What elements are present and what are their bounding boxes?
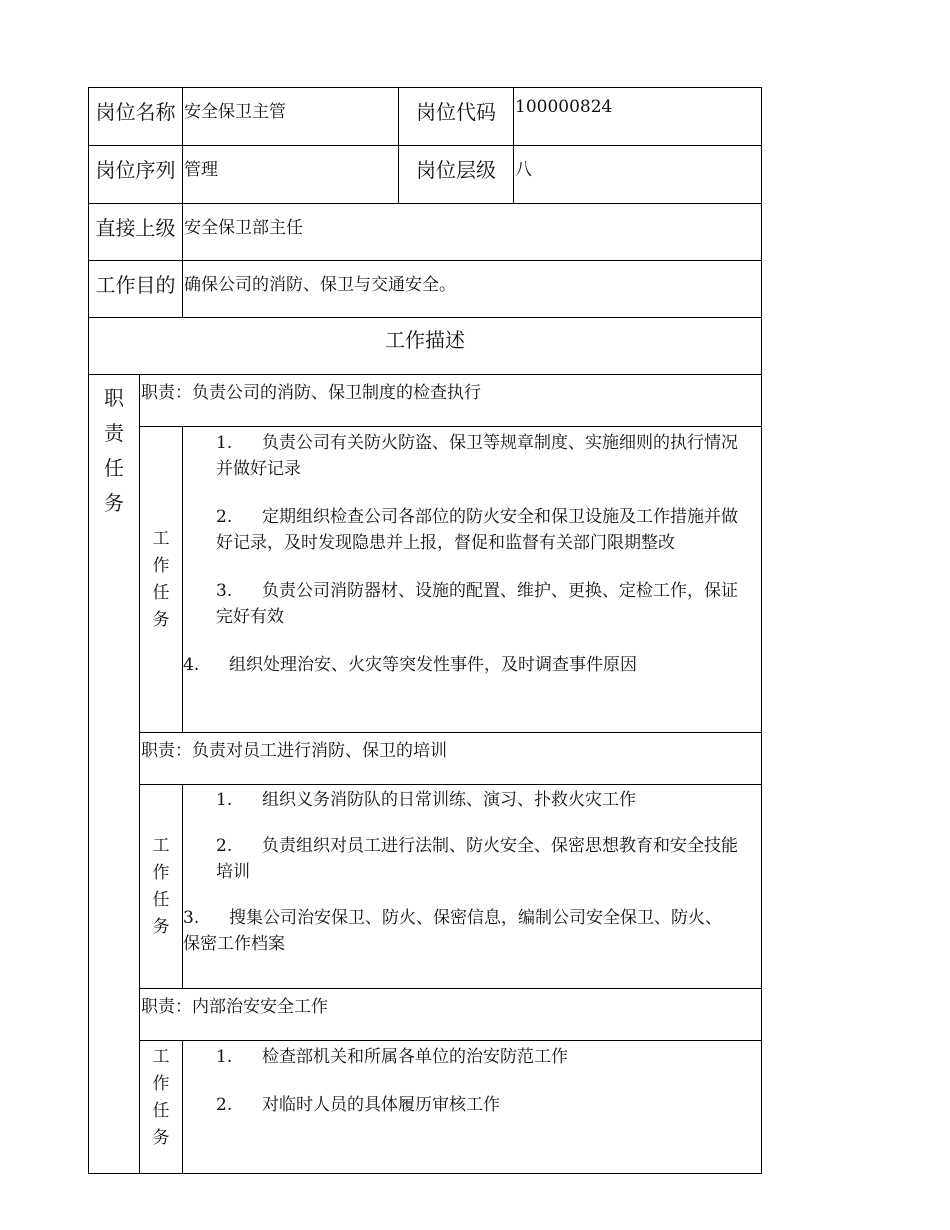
supervisor-value: 安全保卫部主任 <box>183 204 762 261</box>
task-item: 1. 负责公司有关防火防盗、保卫等规章制度、实施细则的执行情况并做好记录 <box>216 433 738 479</box>
task-item: 3. 搜集公司治安保卫、防火、保密信息，编制公司安全保卫、防火、保密工作档案 <box>183 908 722 954</box>
purpose-label: 工作目的 <box>89 261 183 318</box>
level-label: 岗位层级 <box>399 146 514 204</box>
supervisor-label: 直接上级 <box>89 204 183 261</box>
duty-title: 职责：内部治安安全工作 <box>140 989 762 1041</box>
position-code-label: 岗位代码 <box>399 88 514 146</box>
task-list <box>183 427 762 733</box>
sequence-label: 岗位序列 <box>89 146 183 204</box>
description-title: 工作描述 <box>89 318 762 375</box>
level-value: 八 <box>514 146 762 204</box>
duty-title: 职责：负责公司的消防、保卫制度的检查执行 <box>140 375 762 427</box>
task-item: 2. 定期组织检查公司各部位的防火安全和保卫设施及工作措施并做好记录，及时发现隐患并上报，督促和监督有关部门限期整改 <box>216 507 738 553</box>
task-label: 工 作 任 务 <box>140 1041 183 1174</box>
task-item: 1. 检查部机关和所属各单位的治安防范工作 <box>216 1047 568 1067</box>
task-item: 2. 负责组织对员工进行法制、防火安全、保密思想教育和安全技能培训 <box>216 836 738 882</box>
duty-title: 职责：负责对员工进行消防、保卫的培训 <box>140 733 762 785</box>
position-code-value: 100000824 <box>514 88 762 146</box>
purpose-value: 确保公司的消防、保卫与交通安全。 <box>183 261 762 318</box>
task-list <box>183 1041 762 1174</box>
duties-label: 职 责 任 务 <box>89 375 140 1174</box>
sequence-value: 管理 <box>183 146 399 204</box>
task-label: 工 作 任 务 <box>140 427 183 733</box>
task-label: 工 作 任 务 <box>140 785 183 989</box>
task-item: 2. 对临时人员的具体履历审核工作 <box>216 1095 500 1115</box>
task-item: 3. 负责公司消防器材、设施的配置、维护、更换、定检工作，保证完好有效 <box>216 581 738 627</box>
position-name-label: 岗位名称 <box>89 88 183 146</box>
task-item: 4. 组织处理治安、火灾等突发性事件，及时调查事件原因 <box>183 655 637 675</box>
position-name-value: 安全保卫主管 <box>183 88 399 146</box>
job-description-table <box>88 87 762 1174</box>
task-list <box>183 785 762 989</box>
task-item: 1. 组织义务消防队的日常训练、演习、扑救火灾工作 <box>216 790 636 810</box>
